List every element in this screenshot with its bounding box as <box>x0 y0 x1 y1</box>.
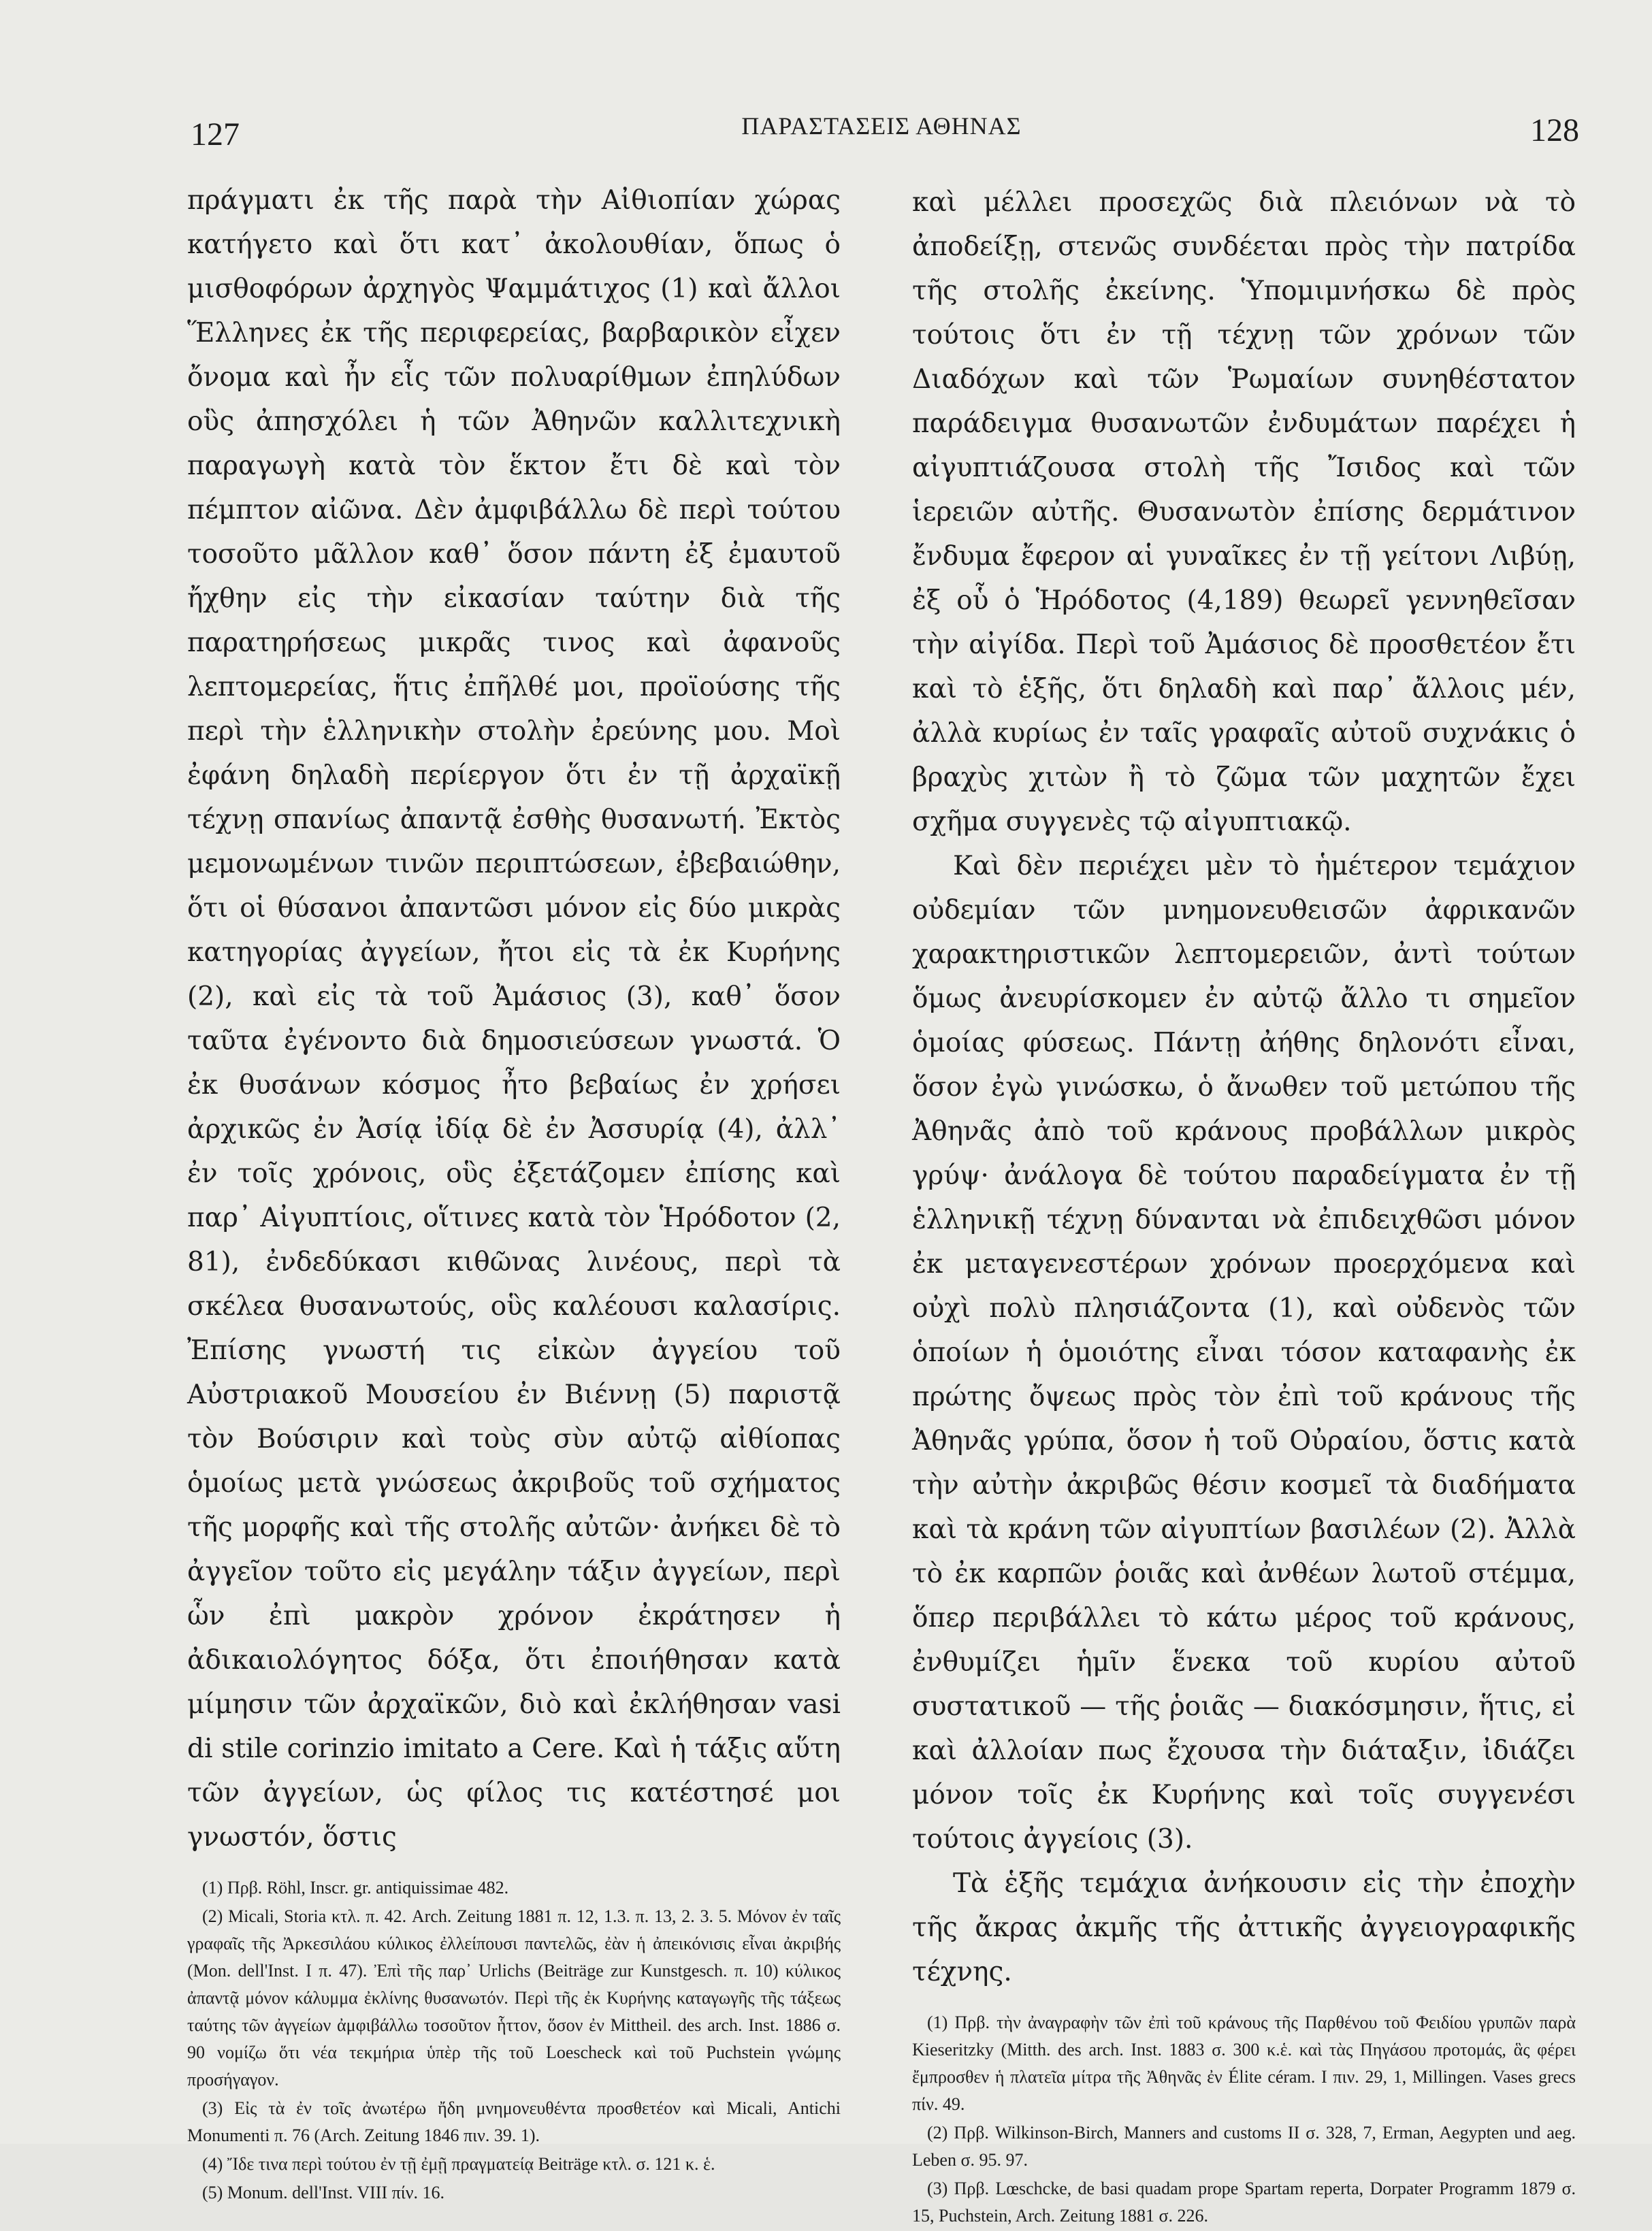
page-number-right: 128 <box>1530 112 1579 148</box>
footnote: (2) Micali, Storia κτλ. π. 42. Arch. Zeitung 1881 π. 12, 1.3. π. 13, 2. 3. 5. Μόνον ἐν ταῖς γραφαῖς τῆς Ἀρκεσιλάου κύλικος ἐλλείπουσι παντελῶς, ἐὰν ἡ ἀπεικόνισις εἶναι ἀκριβής (Mon. dell'Inst. I π. 47). Ἐπὶ τῆς παρ᾽ Urlichs (Beiträge zur Kunstgesch. π. 10) κύλικος ἀπαντᾷ μόνον κάλυμμα ἐκλίνης θυσανωτόν. Περὶ τῆς ἐκ Κυρήνης καταγωγῆς τῆς τάξεως ταύτης τῶν ἀγγείων ἀμφιβάλλω τοσοῦτον ἧττον, ὅσον ἐν Mittheil. des arch. Inst. 1886 σ. 90 νομίζω ὅτι νέα τεκμήρια ὑπὲρ τῆς τοῦ Loescheck καὶ τοῦ Puchstein γνώμης προσήγαγον. <box>187 1906 841 2089</box>
footnote: (2) Πρβ. Wilkinson-Birch, Manners and customs II σ. 328, 7, Erman, Aegypten und aeg. Leben σ. 95. 97. <box>912 2123 1576 2170</box>
running-title: ΠΑΡΑΣΤΑΣΕΙΣ ΑΘΗΝΑΣ <box>741 112 1022 140</box>
footnote: (5) Monum. dell'Inst. VIII πίν. 16. <box>202 2183 444 2202</box>
right-footnotes <box>912 2009 1576 2230</box>
footnote: (3) Εἰς τὰ ἐν τοῖς ἀνωτέρω ἤδη μνημονευθέντα προσθετέον καὶ Micali, Antichi Monumenti π. 76 (Arch. Zeitung 1846 πιν. 39. 1). <box>187 2098 841 2145</box>
right-column <box>912 180 1576 2231</box>
right-paragraph: Καὶ δὲν περιέχει μὲν τὸ ἡμέτερον τεμάχιον οὐδεμίαν τῶν μνημονευθεισῶν ἀφρικανῶν χαρακτηριστικῶν λεπτομερειῶν, ἀντὶ τούτων ὅμως ἀνευρίσκομεν ἐν αὐτῷ ἄλλο τι σημεῖον ὁμοίας φύσεως. Πάντῃ ἀήθης δηλονότι εἶναι, ὅσον ἐγὼ γινώσκω, ὁ ἄνωθεν τοῦ μετώπου τῆς Ἀθηνᾶς ἀπὸ τοῦ κράνους προβάλλων μικρὸς γρύψ· ἀνάλογα δὲ τούτου παραδείγματα ἐν τῇ ἑλληνικῇ τέχνῃ δύνανται νὰ ἐπιδειχθῶσι μόνον ἐκ μεταγενεστέρων χρόνων προερχόμενα καὶ οὐχὶ πολὺ πλησιάζοντα (1), καὶ οὐδενὸς τῶν ὁποίων ἡ ὁμοιότης εἶναι τόσον καταφανὴς ἐκ πρώτης ὄψεως πρὸς τὸν ἐπὶ τοῦ κράνους τῆς Ἀθηνᾶς γρύπα, ὅσον ἡ τοῦ Οὐραίου, ὅστις κατὰ τὴν αὐτὴν ἀκριβῶς θέσιν κοσμεῖ τὰ διαδήματα καὶ τὰ κράνη τῶν αἰγυπτίων βασιλέων (2). Ἀλλὰ τὸ ἐκ καρπῶν ῥοιᾶς καὶ ἀνθέων λωτοῦ στέμμα, ὅπερ περιβάλλει τὸ κάτω μέρος τοῦ κράνους, ἐνθυμίζει ἡμῖν ἕνεκα τοῦ κυρίου αὐτοῦ συστατικοῦ — τῆς ῥοιᾶς — διακόσμησιν, ἥτις, εἰ καὶ ἀλλοίαν πως ἔχουσα τὴν διάταξιν, ἰδιάζει μόνον τοῖς ἐκ Κυρήνης καὶ τοῖς συγγενέσι τούτοις ἀγγείοις (3). <box>912 851 1576 1855</box>
left-body-text <box>187 178 841 1859</box>
right-body-text <box>912 180 1576 1994</box>
right-paragraph: καὶ μέλλει προσεχῶς διὰ πλειόνων νὰ τὸ ἀποδείξῃ, στενῶς συνδέεται πρὸς τὴν πατρίδα τῆς στολῆς ἐκείνης. Ὑπομιμνήσκω δὲ πρὸς τούτοις ὅτι ἐν τῇ τέχνῃ τῶν χρόνων τῶν Διαδόχων καὶ τῶν Ῥωμαίων συνηθέστατον παράδειγμα θυσανωτῶν ἐνδυμάτων παρέχει ἡ αἰγυπτιάζουσα στολὴ τῆς Ἴσιδος καὶ τῶν ἱερειῶν αὐτῆς. Θυσανωτὸν ἐπίσης δερμάτινον ἔνδυμα ἔφερον αἱ γυναῖκες ἐν τῇ γείτονι Λιβύῃ, ἐξ οὗ ὁ Ἡρόδοτος (4,189) θεωρεῖ γεννηθεῖσαν τὴν αἰγίδα. Περὶ τοῦ Ἀμάσιος δὲ προσθετέον ἔτι καὶ τὸ ἑξῆς, ὅτι δηλαδὴ καὶ παρ᾽ ἄλλοις μέν, ἀλλὰ κυρίως ἐν ταῖς γραφαῖς αὐτοῦ συχνάκις ὁ βραχὺς χιτὼν ἢ τὸ ζῶμα τῶν μαχητῶν ἔχει σχῆμα συγγενὲς τῷ αἰγυπτιακῷ. <box>912 187 1576 837</box>
footnote: (1) Πρβ. Röhl, Inscr. gr. antiquissimae 482. <box>202 1878 509 1898</box>
left-column <box>187 178 841 2208</box>
page-header <box>184 102 1579 150</box>
left-footnotes <box>187 1874 841 2206</box>
left-paragraph: πράγματι ἐκ τῆς παρὰ τὴν Αἰθιοπίαν χώρας κατήγετο καὶ ὅτι κατ᾽ ἀκολουθίαν, ὅπως ὁ μισθοφόρων ἀρχηγὸς Ψαμμάτιχος (1) καὶ ἄλλοι Ἕλληνες ἐκ τῆς περιφερείας, βαρβαρικὸν εἶχεν ὄνομα καὶ ἦν εἷς τῶν πολυαρίθμων ἐπηλύδων οὓς ἀπησχόλει ἡ τῶν Ἀθηνῶν καλλιτεχνικὴ παραγωγὴ κατὰ τὸν ἕκτον ἔτι δὲ καὶ τὸν πέμπτον αἰῶνα. Δὲν ἀμφιβάλλω δὲ περὶ τούτου τοσοῦτο μᾶλλον καθ᾽ ὅσον πάντη ἐξ ἐμαυτοῦ ἤχθην εἰς τὴν εἰκασίαν ταύτην διὰ τῆς παρατηρήσεως μικρᾶς τινος καὶ ἀφανοῦς λεπτομερείας, ἥτις ἐπῆλθέ μοι, προϊούσης τῆς περὶ τὴν ἑλληνικὴν στολὴν ἐρεύνης μου. Μοὶ ἐφάνη δηλαδὴ περίεργον ὅτι ἐν τῇ ἀρχαϊκῇ τέχνῃ σπανίως ἀπαντᾷ ἐσθὴς θυσανωτή. Ἐκτὸς μεμονωμένων τινῶν περιπτώσεων, ἐβεβαιώθην, ὅτι οἱ θύσανοι ἀπαντῶσι μόνον εἰς δύο μικρὰς κατηγορίας ἀγγείων, ἤτοι εἰς τὰ ἐκ Κυρήνης (2), καὶ εἰς τὰ τοῦ Ἀμάσιος (3), καθ᾽ ὅσον ταῦτα ἐγένοντο διὰ δημοσιεύσεων γνωστά. Ὁ ἐκ θυσάνων κόσμος ἦτο βεβαίως ἐν χρήσει ἀρχικῶς ἐν Ἀσίᾳ ἰδίᾳ δὲ ἐν Ἀσσυρίᾳ (4), ἀλλ᾽ ἐν τοῖς χρόνοις, οὓς ἐξετάζομεν ἐπίσης καὶ παρ᾽ Αἰγυπτίοις, οἵτινες κατὰ τὸν Ἡρόδοτον (2, 81), ἐνδεδύκασι κιθῶνας λινέους, περὶ τὰ σκέλεα θυσανωτούς, οὓς καλέουσι καλασίρις. Ἐπίσης γνωστή τις εἰκὼν ἀγγείου τοῦ Αὐστριακοῦ Μουσείου ἐν Βιέννῃ (5) παριστᾷ τὸν Βούσιριν καὶ τοὺς σὺν αὐτῷ αἰθίοπας ὁμοίως μετὰ γνώσεως ἀκριβοῦς τοῦ σχήματος τῆς μορφῆς καὶ τῆς στολῆς αὐτῶν· ἀνήκει δὲ τὸ ἀγγεῖον τοῦτο εἰς μεγάλην τάξιν ἀγγείων, περὶ ὧν ἐπὶ μακρὸν χρόνον ἐκράτησεν ἡ ἀδικαιολόγητος δόξα, ὅτι ἐποιήθησαν κατὰ μίμησιν τῶν ἀρχαϊκῶν, διὸ καὶ ἐκλήθησαν vasi di stile corinzio imitato a Cere. Καὶ ἡ τάξις αὕτη τῶν ἀγγείων, ὡς φίλος τις κατέστησέ μοι γνωστόν, ὅστις <box>187 185 841 1853</box>
footnote: (4) Ἴδε τινα περὶ τούτου ἐν τῇ ἐμῇ πραγματείᾳ Beiträge κτλ. σ. 121 κ. ἑ. <box>202 2154 715 2174</box>
footnote: (3) Πρβ. Lœschcke, de basi quadam prope Spartam reperta, Dorpater Programm 1879 σ. 15, Puchstein, Arch. Zeitung 1881 σ. 226. <box>912 2179 1576 2226</box>
right-paragraph: Τὰ ἑξῆς τεμάχια ἀνήκουσιν εἰς τὴν ἐποχὴν τῆς ἄκρας ἀκμῆς τῆς ἀττικῆς ἀγγειογραφικῆς τέχνης. <box>912 1868 1576 1987</box>
page-number-left: 127 <box>191 116 240 152</box>
footnote: (1) Πρβ. τὴν ἀναγραφὴν τῶν ἐπὶ τοῦ κράνους τῆς Παρθένου τοῦ Φειδίου γρυπῶν παρὰ Kieseritzky (Mitth. des arch. Inst. 1883 σ. 300 κ.ἑ. καὶ τὰς Πηγάσου προτομάς, ἃς φέρει ἔμπροσθεν ἡ πλατεῖα μίτρα τῆς Ἀθηνᾶς ἐν Élite céram. I πιν. 29, 1, Millingen. Vases grecs πίν. 49. <box>912 2013 1576 2114</box>
